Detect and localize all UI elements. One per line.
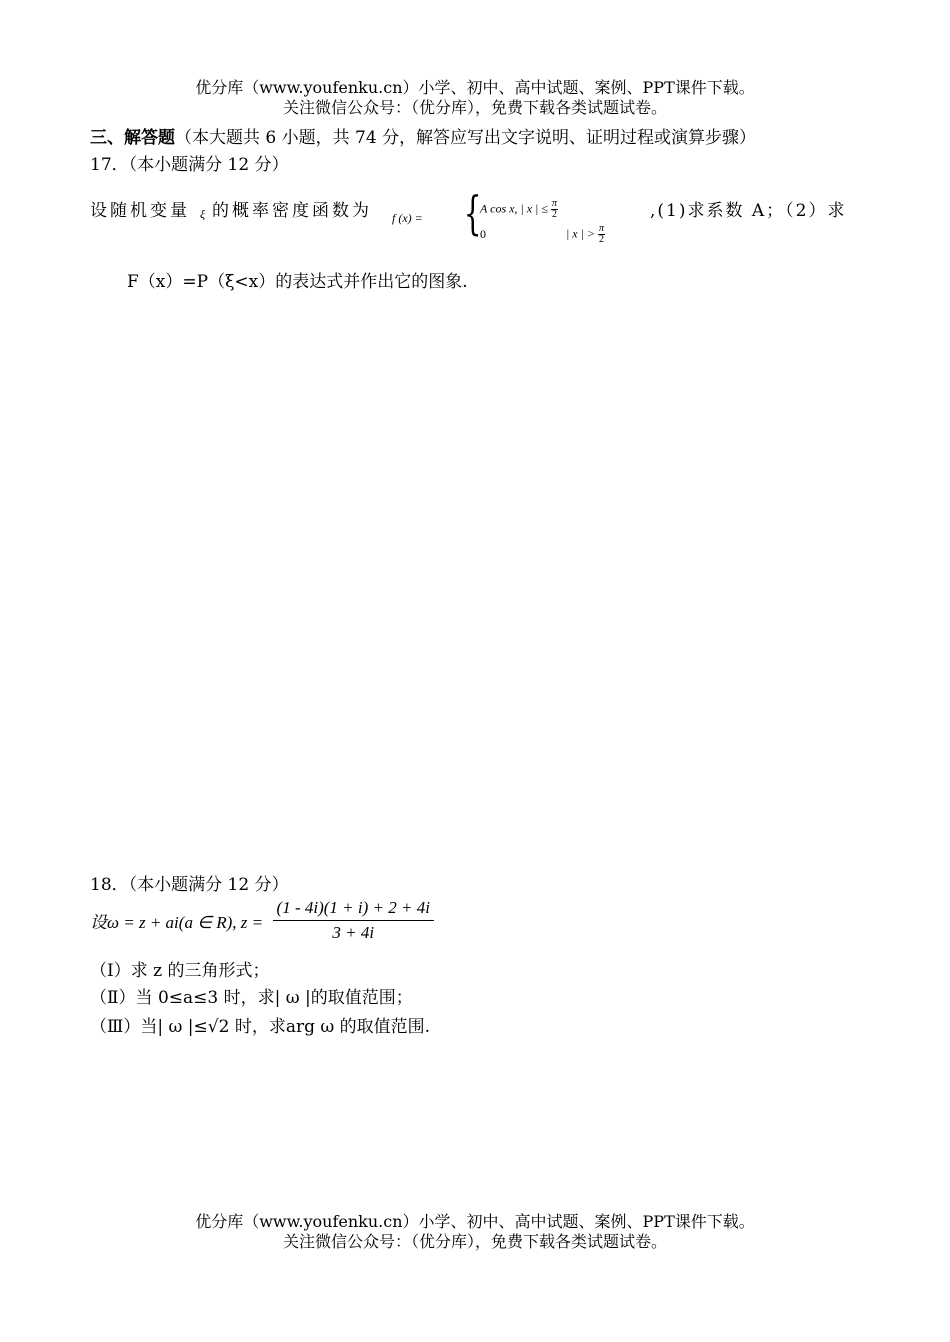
q18-part-1: （Ⅰ）求 z 的三角形式； — [90, 961, 270, 981]
section-heading — [90, 123, 756, 148]
q17-fx: f (x) = — [392, 211, 423, 225]
q17-case-2-condition: | x | > $\frac{\pi}{2}$ — [566, 223, 605, 245]
q17-part-1: ,(1)求系数 A；（2）求 — [650, 201, 847, 221]
q17-case-1: A cos x, | x | ≤ $\frac{\pi}{2}$ — [480, 198, 557, 220]
q18-fraction — [273, 898, 434, 943]
q18-numerator: (1 - 4i)(1 + i) + 2 + 4i — [273, 898, 434, 921]
section-description: （本大题共 6 小题，共 74 分，解答应写出文字说明、证明过程或演算步骤） — [175, 128, 757, 148]
q17-xi-symbol: ξ — [200, 207, 206, 221]
q17-case-2-value: 0 — [480, 227, 486, 241]
header-line-1: 优分库（www.youfenku.cn）小学、初中、高中试题、案例、PPT课件下载。 — [195, 78, 755, 97]
header-line-2: 关注微信公众号：（优分库），免费下载各类试题试卷。 — [282, 98, 667, 117]
section-title: 三、解答题 — [90, 128, 175, 148]
q17-number: 17．（本小题满分 12 分） — [90, 155, 289, 175]
q18-part-3: （Ⅲ）当| ω |≤√2 时，求arg ω 的取值范围. — [90, 1017, 431, 1037]
q18-part-2: （Ⅱ）当 0≤a≤3 时，求| ω |的取值范围； — [90, 988, 413, 1008]
q18-lhs: 设ω = z + ai(a ∈ R), z = — [90, 913, 264, 932]
q18-denominator: 3 + 4i — [332, 923, 375, 942]
pi-over-2-fraction: $\frac{\pi}{2}$ — [599, 223, 605, 245]
q17-intro: 设随机变量 — [90, 201, 190, 221]
footer-line-1: 优分库（www.youfenku.cn）小学、初中、高中试题、案例、PPT课件下载。 — [195, 1212, 755, 1231]
left-brace-icon: { — [463, 186, 482, 240]
q17-pdf-text: 的概率密度函数为 — [212, 201, 372, 221]
footer-line-2: 关注微信公众号：（优分库），免费下载各类试题试卷。 — [282, 1232, 667, 1251]
q17-part-2: F（x）=P（ξ<x）的表达式并作出它的图象. — [127, 272, 468, 292]
q18-equation — [90, 898, 434, 943]
q18-number: 18．（本小题满分 12 分） — [90, 875, 289, 895]
pi-over-2-fraction: $\frac{\pi}{2}$ — [551, 198, 557, 220]
